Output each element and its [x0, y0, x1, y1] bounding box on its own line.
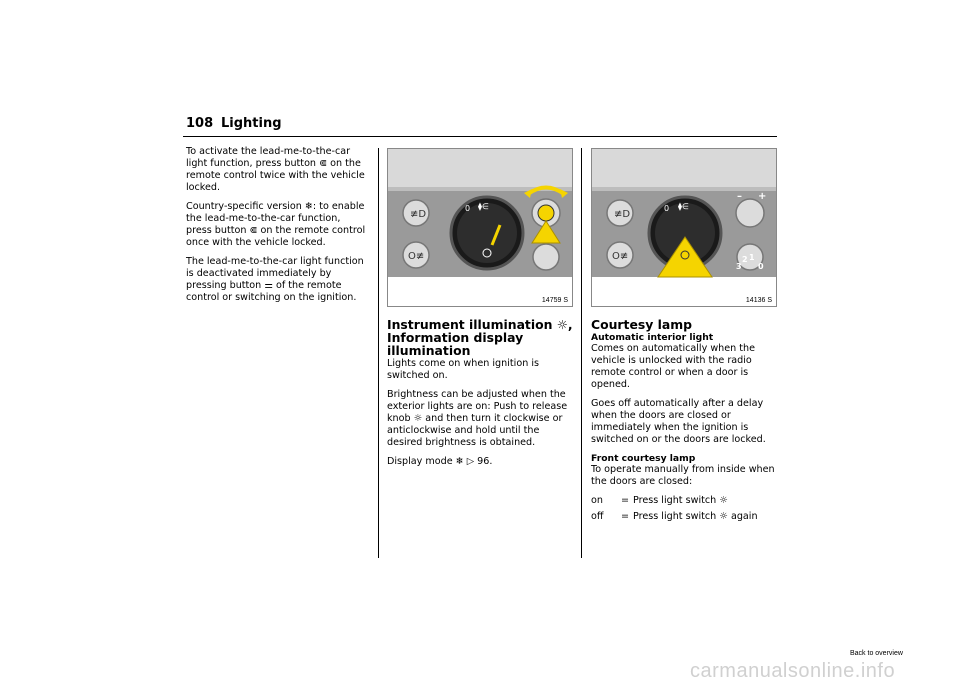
switch-table [591, 495, 758, 527]
minus-label: – [737, 191, 742, 202]
paragraph: To operate manually from inside when the doors are closed: [591, 464, 775, 487]
subheading: Automatic interior light [591, 332, 714, 343]
header-rule [183, 136, 777, 137]
page-title: Lighting [221, 116, 282, 131]
svg-text:O≢: O≢ [612, 251, 629, 262]
left-column [186, 146, 366, 311]
scale-label: 1 [749, 253, 755, 262]
paragraph: Lights come on when ignition is switched on. [387, 358, 539, 381]
paragraph: Display mode ❄ ▷ 96. [387, 456, 493, 467]
action-cell: Press light switch ☼ [633, 495, 728, 506]
column-divider-left [378, 148, 379, 558]
table-row [591, 511, 758, 527]
svg-text:⧫∈: ⧫∈ [478, 202, 489, 211]
illumination-knob-icon [736, 199, 764, 227]
svg-text:O≢: O≢ [408, 251, 425, 262]
state-cell: on [591, 495, 603, 506]
courtesy-switch-panel-illustration [592, 149, 776, 306]
svg-text:≢D: ≢D [614, 209, 631, 220]
table-row [591, 495, 758, 511]
column-divider-right [581, 148, 582, 558]
right-column [591, 318, 777, 527]
action-cell: Press light switch ☼ again [633, 511, 758, 522]
paragraph: Country-specific version ❄: to enable the lead-me-to-the-car function, press button ⋐ on the remote control once with the vehicle locked. [186, 201, 366, 248]
section-heading: Instrument illumination ☼, Information display illumination [387, 317, 573, 358]
headlight-range-knob-icon [533, 244, 559, 270]
section-heading: Courtesy lamp [591, 317, 693, 332]
figure-courtesy-lamp [591, 148, 777, 307]
eq-cell: = [621, 495, 630, 506]
svg-text:0: 0 [664, 204, 670, 213]
scale-label: 0 [758, 262, 764, 271]
subheading: Front courtesy lamp [591, 453, 696, 464]
light-switch-panel-illustration [388, 149, 572, 306]
paragraph: To activate the lead-me-to-the-car light function, press button ⋐ on the remote control twice with the vehicle locked. [186, 146, 365, 193]
page-number: 108 [186, 116, 214, 131]
figure-code: 14136 S [745, 297, 772, 304]
plus-label: + [758, 191, 767, 202]
watermark: carmanualsonline.info [690, 660, 896, 682]
eq-cell: = [621, 511, 630, 522]
svg-text:≢D: ≢D [410, 209, 427, 220]
svg-text:⧫∈: ⧫∈ [678, 202, 689, 211]
state-cell: off [591, 511, 604, 522]
scale-label: 3 [736, 262, 742, 271]
scale-label: 2 [742, 255, 748, 264]
back-to-overview-link[interactable]: Back to overview [850, 650, 903, 657]
paragraph: Goes off automatically after a delay when the doors are closed or immediately when the ignition is switched on or the doors are locked. [591, 398, 766, 445]
middle-column [387, 318, 573, 475]
paragraph: Brightness can be adjusted when the exterior lights are on: Push to release knob ☼ and then turn it clockwise or anticlockwise and hold until the desired brightness is obtained. [387, 389, 568, 448]
svg-text:0: 0 [465, 204, 471, 213]
paragraph: Comes on automatically when the vehicle is unlocked with the radio remote control or when a door is opened. [591, 343, 756, 390]
figure-code: 14759 S [541, 297, 568, 304]
paragraph: The lead-me-to-the-car light function is deactivated immediately by pressing button ⚌ of the remote control or switching on the ignition. [186, 256, 364, 303]
figure-instrument-illumination [387, 148, 573, 307]
